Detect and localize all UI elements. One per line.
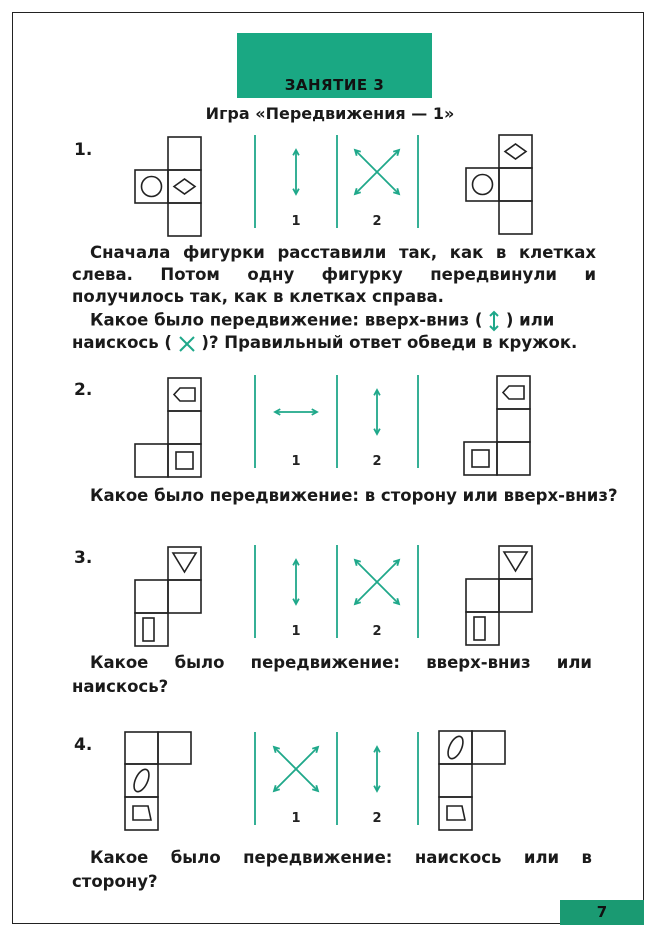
lesson-label: ЗАНЯТИЕ 3 <box>284 76 385 94</box>
problem-1-question <box>90 310 554 332</box>
page-number-box <box>560 900 644 925</box>
circle-shape <box>142 177 162 197</box>
ellipse-shape <box>445 734 466 761</box>
problem-3-question: наискось? <box>72 677 169 696</box>
lesson-banner <box>237 33 432 98</box>
right-grid <box>466 546 532 645</box>
problem-3-number: 3. <box>74 548 93 568</box>
problem-4-question: Какое было передвижение: наискось или в <box>90 848 592 867</box>
option-label: 2 <box>372 454 382 469</box>
square-shape <box>472 450 489 467</box>
option-label: 1 <box>291 811 301 826</box>
ellipse-shape <box>131 767 152 794</box>
left-grid <box>135 378 201 477</box>
diagonal-cross-arrow-icon <box>178 335 196 353</box>
triangle-shape <box>504 552 527 571</box>
page-number: 7 <box>596 903 608 921</box>
option-label: 1 <box>291 214 301 229</box>
right-grid <box>439 731 505 830</box>
problem-3-figure <box>0 540 660 650</box>
problem-1-text: слева. Потом одну фигурку передвинули и <box>72 265 596 284</box>
up-down-arrow-icon <box>293 150 299 194</box>
triangle-shape <box>173 553 196 572</box>
diamond-shape <box>174 179 195 194</box>
diamond-shape <box>505 144 526 159</box>
left-grid <box>135 547 201 646</box>
problem-1-text: Сначала фигурки расставили так, как в клетках <box>90 243 596 262</box>
square-shape <box>176 452 193 469</box>
up-down-arrow-icon <box>293 560 299 604</box>
problem-2-figure <box>0 370 660 485</box>
problem-1-figure <box>0 130 660 240</box>
left-grid <box>135 137 201 236</box>
option-label: 2 <box>372 811 382 826</box>
up-down-arrow-icon <box>374 747 380 791</box>
question-text: наискось ( <box>72 333 172 352</box>
rectangle-shape <box>143 618 154 641</box>
problem-1-text: получилось так, как в клетках справа. <box>72 287 444 306</box>
option-label: 2 <box>372 214 382 229</box>
page-title: Игра «Передвижения — 1» <box>205 104 455 123</box>
problem-3-question: Какое было передвижение: вверх-вниз или <box>90 653 592 672</box>
trapezoid-shape <box>447 806 465 820</box>
problem-2-number: 2. <box>74 380 93 400</box>
trapezoid-shape <box>133 806 151 820</box>
pentagon-shape <box>174 388 195 401</box>
option-label: 1 <box>291 624 301 639</box>
up-down-arrow-icon <box>488 310 500 332</box>
problem-1-number: 1. <box>74 140 93 160</box>
right-grid <box>464 376 530 475</box>
circle-shape <box>473 175 493 195</box>
problem-4-question: сторону? <box>72 872 158 891</box>
rectangle-shape <box>474 617 485 640</box>
problem-2-question: Какое было передвижение: в сторону или вверх-вниз? <box>90 486 618 505</box>
problem-4-figure <box>0 725 660 835</box>
option-label: 1 <box>291 454 301 469</box>
up-down-arrow-icon <box>374 390 380 434</box>
left-grid <box>125 732 191 830</box>
question-text: ) или <box>505 310 555 330</box>
problem-1-question <box>72 333 577 353</box>
pentagon-shape <box>503 386 524 399</box>
right-grid <box>466 135 532 234</box>
question-text: Какое было передвижение: вверх-вниз ( <box>90 310 483 330</box>
option-label: 2 <box>372 624 382 639</box>
question-text: )? Правильный ответ обведи в кружок. <box>201 333 578 352</box>
problem-4-number: 4. <box>74 735 93 755</box>
left-right-arrow-icon <box>275 409 317 415</box>
